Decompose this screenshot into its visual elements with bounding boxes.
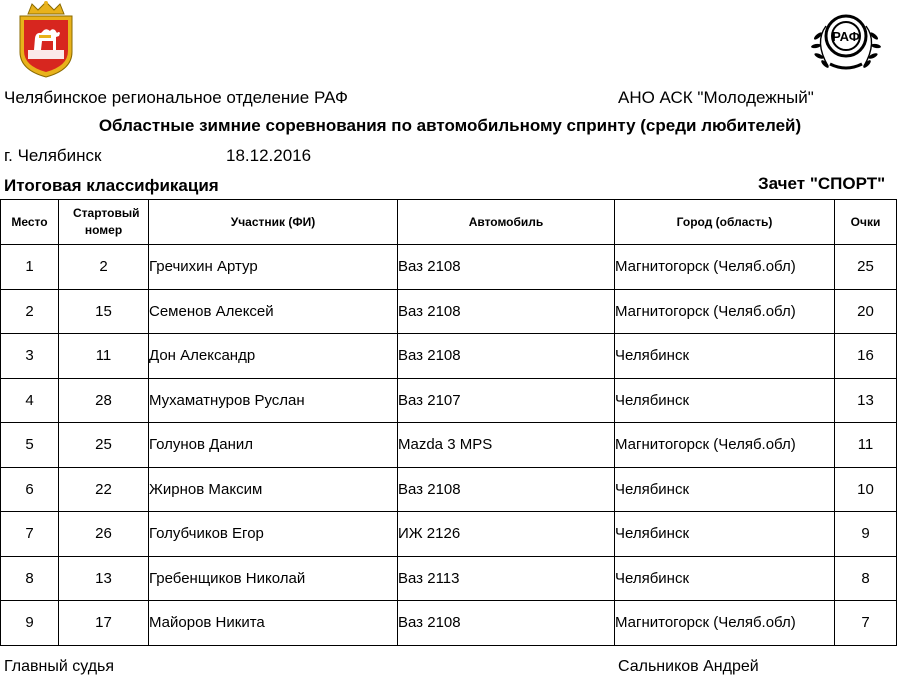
cell-city: Челябинск	[615, 334, 835, 379]
cell-car: Mazda 3 MPS	[398, 423, 615, 468]
organization-right: АНО АСК "Молодежный"	[618, 88, 814, 107]
table-row	[1, 334, 897, 379]
cell-start-number: 28	[59, 378, 149, 423]
cell-start-number: 22	[59, 467, 149, 512]
cell-start-number: 2	[59, 245, 149, 290]
chief-judge-label: Главный судья	[4, 658, 115, 675]
event-date: 18.12.2016	[226, 146, 312, 165]
cell-start-number: 15	[59, 289, 149, 334]
organization-left: Челябинское региональное отделение РАФ	[4, 88, 348, 107]
column-header-start-number: Стартовый номер	[59, 200, 149, 245]
cell-place: 1	[1, 245, 59, 290]
cell-points: 20	[835, 289, 897, 334]
cell-city: Магнитогорск (Челяб.обл)	[615, 289, 835, 334]
cell-car: Ваз 2113	[398, 556, 615, 601]
category-title: Зачет "СПОРТ"	[758, 174, 886, 193]
cell-place: 6	[1, 467, 59, 512]
cell-car: Ваз 2108	[398, 467, 615, 512]
cell-car: Ваз 2108	[398, 289, 615, 334]
cell-place: 4	[1, 378, 59, 423]
cell-place: 3	[1, 334, 59, 379]
cell-points: 7	[835, 601, 897, 646]
table-row	[1, 245, 897, 290]
cell-city: Магнитогорск (Челяб.обл)	[615, 245, 835, 290]
table-row	[1, 556, 897, 601]
cell-city: Челябинск	[615, 378, 835, 423]
table-row	[1, 512, 897, 557]
cell-city: Челябинск	[615, 556, 835, 601]
column-header-points: Очки	[835, 200, 897, 245]
cell-points: 9	[835, 512, 897, 557]
cell-place: 5	[1, 423, 59, 468]
cell-car: Ваз 2108	[398, 245, 615, 290]
cell-place: 9	[1, 601, 59, 646]
cell-city: Челябинск	[615, 467, 835, 512]
chelyabinsk-coat-of-arms-logo	[14, 0, 78, 78]
cell-participant: Мухаматнуров Руслан	[149, 378, 398, 423]
cell-city: Магнитогорск (Челяб.обл)	[615, 601, 835, 646]
cell-participant: Дон Александр	[149, 334, 398, 379]
classification-title: Итоговая классификация	[4, 176, 219, 195]
table-row	[1, 467, 897, 512]
cell-start-number: 26	[59, 512, 149, 557]
cell-points: 13	[835, 378, 897, 423]
cell-participant: Майоров Никита	[149, 601, 398, 646]
cell-participant: Гречихин Артур	[149, 245, 398, 290]
table-row	[1, 423, 897, 468]
cell-participant: Жирнов Максим	[149, 467, 398, 512]
event-city: г. Челябинск	[4, 146, 102, 165]
cell-start-number: 17	[59, 601, 149, 646]
cell-start-number: 25	[59, 423, 149, 468]
cell-city: Челябинск	[615, 512, 835, 557]
cell-points: 16	[835, 334, 897, 379]
column-header-car: Автомобиль	[398, 200, 615, 245]
column-header-city: Город (область)	[615, 200, 835, 245]
cell-participant: Голубчиков Егор	[149, 512, 398, 557]
cell-car: Ваз 2108	[398, 601, 615, 646]
column-header-participant: Участник (ФИ)	[149, 200, 398, 245]
cell-place: 7	[1, 512, 59, 557]
cell-car: Ваз 2108	[398, 334, 615, 379]
cell-place: 8	[1, 556, 59, 601]
cell-participant: Гребенщиков Николай	[149, 556, 398, 601]
table-header-row	[1, 200, 897, 245]
svg-text:РАФ: РАФ	[832, 29, 860, 44]
cell-points: 11	[835, 423, 897, 468]
cell-points: 10	[835, 467, 897, 512]
cell-points: 8	[835, 556, 897, 601]
cell-start-number: 11	[59, 334, 149, 379]
results-table	[0, 199, 897, 646]
cell-participant: Голунов Данил	[149, 423, 398, 468]
event-title: Областные зимние соревнования по автомобильному спринту (среди любителей)	[98, 116, 802, 135]
table-row	[1, 289, 897, 334]
cell-participant: Семенов Алексей	[149, 289, 398, 334]
cell-points: 25	[835, 245, 897, 290]
cell-start-number: 13	[59, 556, 149, 601]
cell-place: 2	[1, 289, 59, 334]
table-row	[1, 601, 897, 646]
raf-emblem-logo	[806, 6, 886, 76]
column-header-place: Место	[1, 200, 59, 245]
cell-car: ИЖ 2126	[398, 512, 615, 557]
cell-city: Магнитогорск (Челяб.обл)	[615, 423, 835, 468]
table-row	[1, 378, 897, 423]
cell-car: Ваз 2107	[398, 378, 615, 423]
chief-judge-name: Сальников Андрей	[618, 658, 759, 675]
